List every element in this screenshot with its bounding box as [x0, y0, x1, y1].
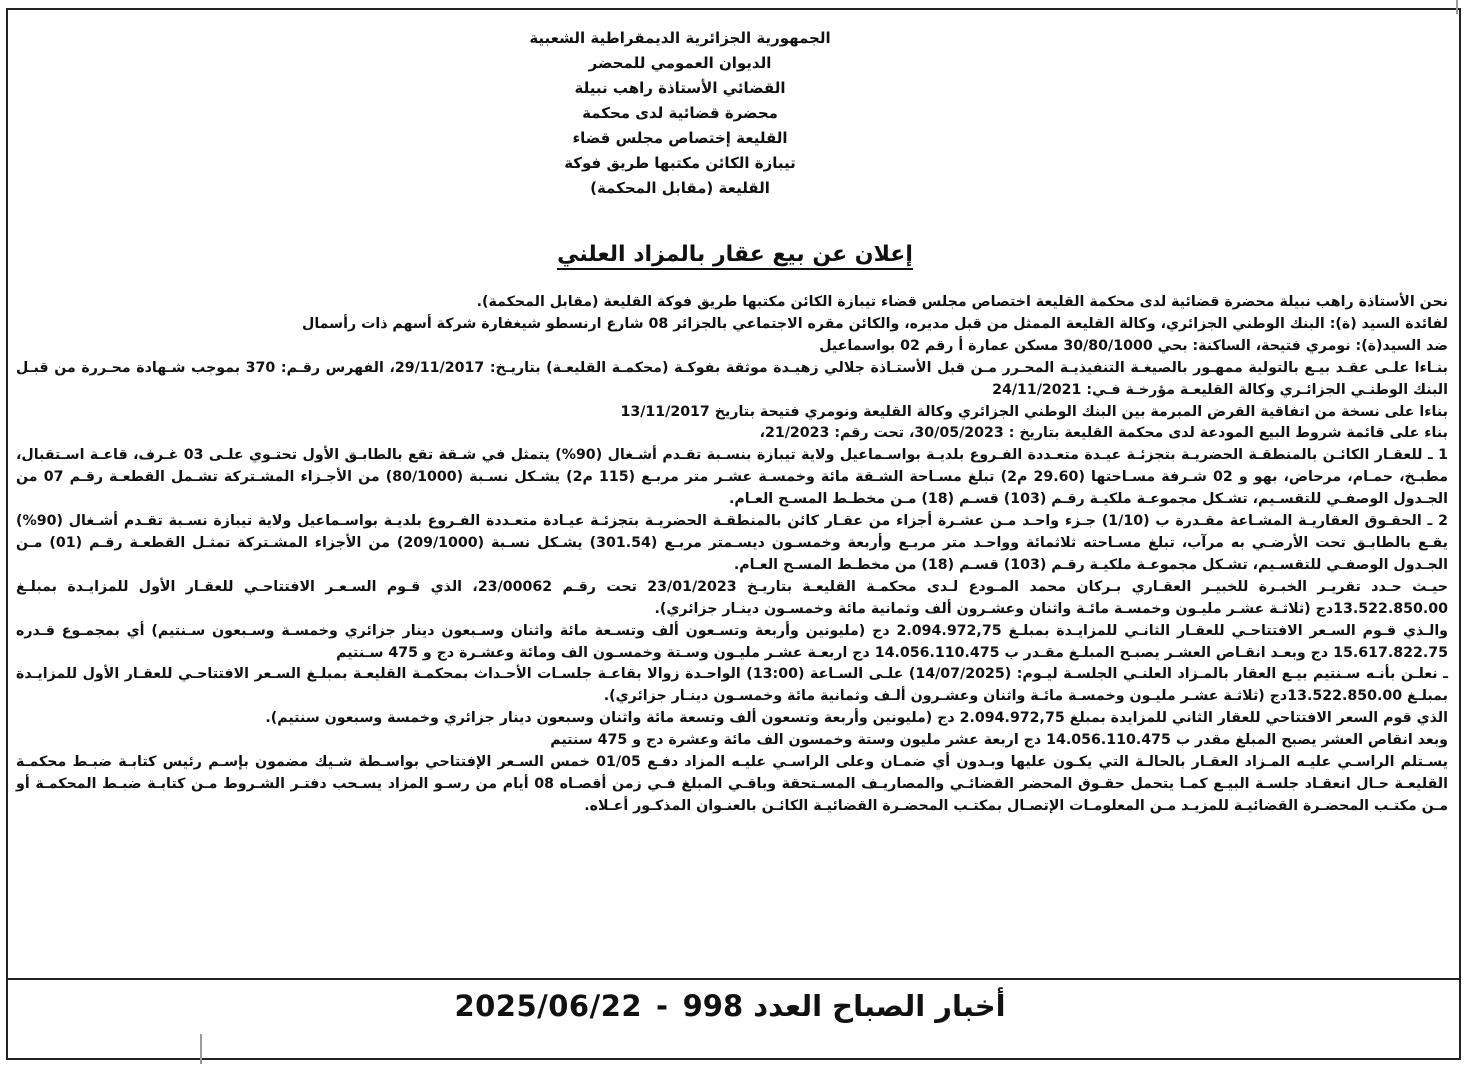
publication-footer [300, 986, 1160, 1026]
footer-divider [8, 978, 1459, 980]
notice-body [16, 292, 1448, 818]
body-paragraph: يسـتلم الراسـي عليـه المـزاد العقـار بالحالـة التي يكـون عليها وبـدون أي ضمـان وعلى الراسـي عليـه المزاد دفـع 01/05 خمس السـعر الإفتتاحي بواسـطة شـيك مضمون بإسـم رئيس كتابـة ضبـط محكمـة القليعـة حـال انعقـاد جلسـة البيـع كمـا يتحمل حقـوق المحضر القضائـي والمصاريـف المسـتحقة وباقـي المبلغ فـي زمن أقصـاه 08 أيام من رسـو المزاد يسـحب دفتـر الشـروط مـن كتابـة ضبـط المحكمـة أو مـن مكتـب المحضـرة القضائيـة للمزيـد مـن المعلومـات الإتصـال بمكتـب المحضـرة القضائيـة الكائـن بالعنـوان المذكـور أعـلاه. [16, 754, 1448, 814]
scan-edge-mark [200, 1034, 202, 1064]
header-line: القليعة إختصاص مجلس قضاء [572, 129, 788, 147]
body-paragraph: بناء على قائمة شروط البيع المودعة لدى محكمة القليعة بتاريخ : 30/05/2023، تحت رقم: 21/2023، [759, 425, 1448, 442]
body-paragraph: الذي قوم السعر الافتتاحي للعقار الثاني للمزايدة بمبلغ 2.094.972,75 دج (مليونين وأربعة وتسعون ألف وتسعة مائة واثنان وسبعون دينار جزائري وخمسة وسبعون سنتيم). [265, 710, 1448, 727]
header-line: الديوان العمومي للمحضر [588, 54, 772, 72]
notice-title-wrap [430, 240, 1040, 270]
header-line: الجمهورية الجزائرية الديمقراطية الشعبية [529, 29, 831, 47]
body-paragraph: 1 ـ للعقـار الكائـن بالمنطقـة الحضريـة بتجزئـة عيـدة متعـددة الفـروع بلديـة بواسـماعيل ولاية تيبازة بنسـبة تقـدم أشـغال (90%) يتمثل في شـقة تقع بالطابـق الأول تحتـوي علـى 03 غـرف، قاعـة اسـتقبال، مطبـخ، حمـام، مرحاض، بهو و 02 شـرفة مسـاحتها (29.60 م2) تبلغ مسـاحة الشـقة مائة وخمسـة عشـر متر مربـع (115 م2) يشـكل نسـبة (80/1000) من الأجـزاء المشـتركة تشـمل القطعـة رقـم 07 من الجـدول الوصفـي للتقسـيم، تشـكل مجموعـة ملكيـة رقـم (103) قسـم (18) مـن مخطـط المسـح العـام. [16, 447, 1449, 508]
body-paragraph: ـ نعلـن بأنـه سـنتيم بيـع العقار بالمـزاد العلنـي الجلسـة ليـوم: (14/07/2025) علـى السـاعة (13:00) الواحـدة زوالا بقاعـة جلسـات الأحـداث بمحكمـة القليعـة بمبلـغ السـعر الافتتاحـي للعقـار الأول للمزايـدة بمبلـغ 13.522.850.00دج (ثلاثـة عشـر مليـون وخمسـة مائـة واثنان وعشـرون ألـف وثمانية مائة وخمسـون دينـار جزائري). [16, 666, 1448, 705]
bailiff-header [460, 26, 900, 201]
body-paragraph: نحن الأستاذة راهب نبيلة محضرة قضائية لدى محكمة القليعة اختصاص مجلس قضاء تيبازة الكائن مكتبها طريق فوكة القليعة (مقابل المحكمة). [476, 294, 1448, 310]
body-paragraph: بنـاءا علـى عقـد بيـع بالتولية ممهـور بالصيغـة التنفيذيـة المحـرر مـن قبل الأستـاذة جلالي زهيـدة موثقة بفوكـة (محكمـة القليعـة) بتاريـخ: 29/11/2017، الفهرس رقـم: 370 بموجب شـهادة محـررة من قبـل البنك الوطنـي الجزائـري وكالة القليعـة مؤرخـة فـي: 24/11/2021 [16, 359, 1449, 398]
publication-name: أخبار الصباح العدد 998 [682, 989, 1006, 1023]
body-paragraph: بناءا على نسخة من اتفاقية القرض المبرمة بين البنك الوطني الجزائري وكالة القليعة ونومري فتيحة بتاريخ 13/11/2017 [620, 403, 1448, 420]
footer-separator: - [656, 989, 669, 1023]
header-line: القليعة (مقابل المحكمة) [590, 179, 770, 197]
body-paragraph: ضد السيد(ة): نومري فتيحة، الساكنة: بحي 30/80/1000 مسكن عمارة أ رقم 02 بواسماعيل [819, 337, 1448, 354]
scan-edge-mark-right [1456, 0, 1458, 14]
body-paragraph: حيـث حـدد تقريـر الخبـرة للخبيـر العقـاري بـركان محمد المـودع لـدى محكمـة القليعـة بتاريـخ 23/01/2023 تحت رقـم 23/00062، الذي قـوم السـعـر الافتتاحـي للعقـار الأول للمزايـدة بمبلـغ 13.522.850.00دج (ثلاثـة عشـر مليـون وخمسـة مائـة واثنان وعشـرون ألف وثمانية مائة وخمسـون دينـار جزائري). [16, 578, 1448, 617]
header-line: القضائي الأستاذة راهب نبيلة [574, 79, 786, 97]
body-paragraph: وبعد انقاص العشر يصبح المبلغ مقدر ب 14.056.110.475 دج اربعة عشر مليون وستة وخمسون الف مائة وعشرة دج و 475 سنتيم [550, 732, 1448, 749]
body-paragraph: والـذي قـوم السـعر الافتتاحـي للعقـار الثانـي للمزايـدة بمبلـغ 2.094.972,75 دج (مليونين وأربعة وتسـعون ألف وتسـعة مائة واثنان وسـبعون دينار جزائري وخمسـة وسـبعون سـنتيم) أي بمجمـوع قـدره 15.617.822.75 دج وبعـد انقـاص العشـر يصبـح المبلـغ مقـدر ب 14.056.110.475 دج اربعـة عشـر مليـون وسـتة وخمسـون الف ومائة وعشـرة دج و 475 سـنتيم [16, 622, 1449, 661]
publication-date: 2025/06/22 [454, 989, 643, 1023]
body-paragraph: 2 ـ الحقـوق العقاريـة المشـاعة مقـدرة ب (1/10) جـزء واحـد مـن عشـرة أجزاء من عقـار كائن بالمنطقـة الحضريـة بتجزئـة عيـادة متعـددة الفـروع بلديـة بواسـماعيل ولاية تيبازة نسـبة تقـدم أشـغال (90%) يقـع بالطابـق تحت الأرضـي به مرآب، تبلغ مسـاحته ثلاثمائة وواحـد متر مربـع وأربعة وخمسـون ديسـمتر مربـع (301.54) يشـكل نسـبة (209/1000) من الأجزاء المشـتركة تمثـل القطعـة رقـم (01) مـن الجـدول الوصفـي للتقسـيم، تشـكل مجموعـة ملكيـة رقـم (103) قسـم (18) من مخطـط المسـح العـام. [16, 513, 1448, 573]
notice-title: إعلان عن بيع عقار بالمزاد العلني [557, 242, 913, 270]
body-paragraph: لفائدة السيد (ة): البنك الوطني الجزائري، وكالة القليعة الممثل من قبل مديره، والكائن مقره الاجتماعي بالجزائر 08 شارع ارنسطو شيغفارة شركة أسهم ذات رأسمال [302, 315, 1448, 332]
header-line: محضرة قضائية لدى محكمة [582, 104, 778, 122]
header-line: تيبازة الكائن مكتبها طريق فوكة [564, 154, 796, 172]
